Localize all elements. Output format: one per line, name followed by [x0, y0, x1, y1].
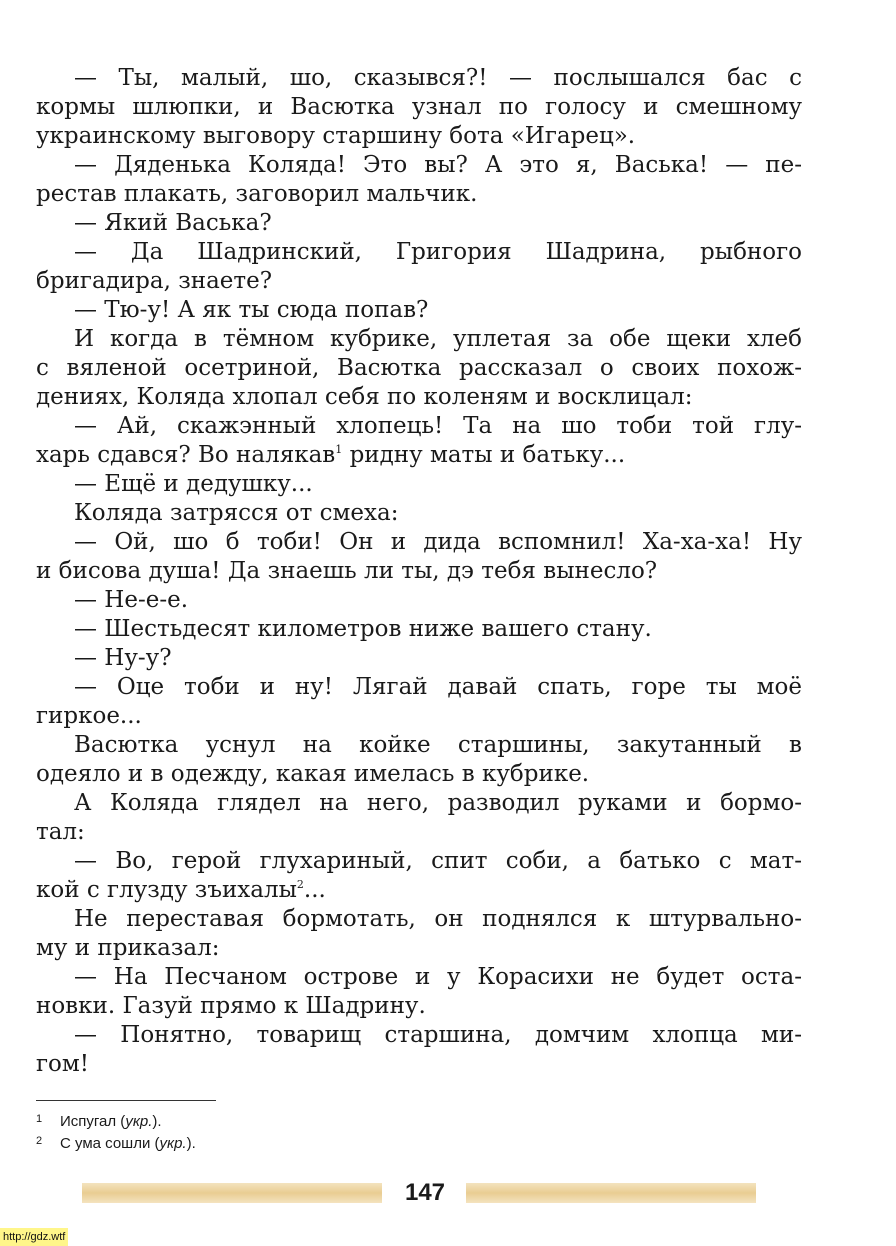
text-line: — Не-е-е. — [74, 587, 189, 613]
text-line: гиркое... — [36, 703, 142, 729]
footnote-2 — [36, 1130, 196, 1152]
footnote-divider — [36, 1100, 216, 1101]
footnote-number: 1 — [36, 1113, 43, 1125]
text-line: новки. Газуй прямо к Шадрину. — [36, 993, 426, 1019]
text-line: гом! — [36, 1051, 90, 1077]
text-line: дениях, Коляда хлопал себя по коленям и восклицал: — [36, 384, 693, 410]
footnote-lang: укр. — [159, 1135, 187, 1152]
text-line: — Ты, малый, шо, сказывся?! — послышался бас с — [74, 65, 802, 91]
text-fragment: ... — [303, 877, 326, 903]
text-line: украинскому выговору старшину бота «Игарец». — [36, 123, 636, 149]
text-line: — На Песчаном острове и у Корасихи не будет оста- — [74, 964, 802, 990]
text-line-with-footnote — [36, 441, 802, 470]
footnote-1 — [36, 1108, 196, 1130]
text-line: — Понятно, товарищ старшина, домчим хлопца ми- — [74, 1022, 802, 1048]
page-number-bar-right — [466, 1183, 756, 1203]
text-line: И когда в тёмном кубрике, уплетая за обе щеки хлеб — [74, 326, 802, 352]
text-line: кормы шлюпки, и Васютка узнал по голосу и смешному — [36, 94, 802, 120]
footnote-end: ). — [152, 1113, 162, 1130]
text-line: — Во, герой глухариный, спит соби, а батько с мат- — [74, 848, 802, 874]
watermark-link[interactable]: http://gdz.wtf — [0, 1228, 68, 1246]
text-line: бригадира, знаете? — [36, 268, 273, 294]
footnotes — [36, 1108, 196, 1152]
text-line: рестав плакать, заговорил мальчик. — [36, 181, 478, 207]
text-fragment: ридну маты и батьку... — [349, 442, 626, 468]
text-line: с вяленой осетриной, Васютка рассказал о своих похож- — [36, 355, 802, 381]
text-line: Не переставая бормотать, он поднялся к штурвально- — [74, 906, 802, 932]
text-line: тал: — [36, 819, 85, 845]
text-line: Васютка уснул на койке старшины, закутанный в — [74, 732, 802, 758]
text-line: одеяло и в одежду, какая имелась в кубрике. — [36, 761, 590, 787]
text-line: А Коляда глядел на него, разводил руками и бормо- — [74, 790, 802, 816]
page-number-bar-left — [82, 1183, 382, 1203]
footnote-text: Испугал ( — [60, 1113, 126, 1130]
text-line: и бисова душа! Да знаешь ли ты, дэ тебя вынесло? — [36, 558, 658, 584]
text-line: — Да Шадринский, Григория Шадрина, рыбного — [74, 239, 802, 265]
text-line: — Тю-у! А як ты сюда попав? — [74, 297, 429, 323]
text-line: — Ай, скажэнный хлопець! Та на шо тоби той глу- — [74, 413, 802, 439]
page-number: 147 — [404, 1179, 446, 1206]
footnote-mark: 2 — [296, 878, 304, 891]
page-body — [36, 64, 802, 1079]
text-line: — Ещё и дедушку... — [74, 471, 313, 497]
text-line: — Який Васька? — [74, 210, 272, 236]
text-line: му и приказал: — [36, 935, 220, 961]
text-line: Коляда затрясся от смеха: — [74, 500, 399, 526]
footnote-number: 2 — [36, 1135, 43, 1147]
footnote-text: С ума сошли ( — [60, 1135, 160, 1152]
text-line-with-footnote — [36, 876, 802, 905]
footnote-end: ). — [186, 1135, 196, 1152]
text-line: — Ой, шо б тоби! Он и дида вспомнил! Ха-ха-ха! Ну — [74, 529, 802, 555]
footnote-mark: 1 — [335, 443, 343, 456]
text-fragment: харь сдався? Во налякав — [36, 442, 336, 468]
text-fragment: кой с глузду зъихалы — [36, 877, 297, 903]
text-line: — Дяденька Коляда! Это вы? А это я, Васька! — пе- — [74, 152, 802, 178]
text-line: — Оце тоби и ну! Лягай давай спать, горе ты моё — [74, 674, 802, 700]
text-line: — Ну-у? — [74, 645, 172, 671]
text-line: — Шестьдесят километров ниже вашего стану. — [74, 616, 652, 642]
footnote-lang: укр. — [125, 1113, 153, 1130]
